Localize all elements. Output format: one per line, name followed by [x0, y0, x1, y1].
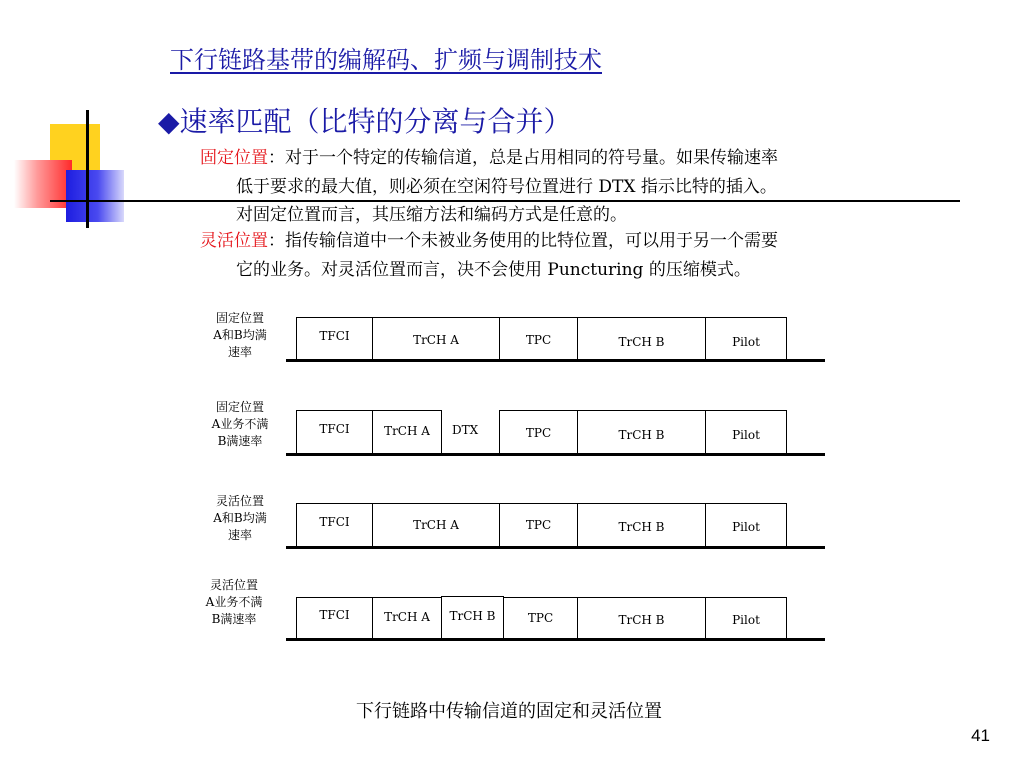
- row1-label-line3: 速率: [227, 345, 252, 359]
- flexible-definition-line2: 它的业务。对灵活位置而言，决不会使用 Puncturing 的压缩模式。: [236, 260, 751, 280]
- row4-label-line2: A业务不满: [205, 595, 263, 609]
- row1-pilot-field: Pilot: [705, 317, 787, 360]
- row4-label-line3: B满速率: [211, 612, 257, 626]
- row3-label: [200, 493, 280, 544]
- row3-trch-a-field: TrCH A: [372, 503, 500, 547]
- row1-tpc-field: TPC: [499, 317, 578, 360]
- row4-pilot-field: Pilot: [705, 597, 787, 640]
- row4-label: [194, 577, 274, 628]
- row3-label-line3: 速率: [227, 528, 252, 542]
- row2-label-line1: 固定位置: [215, 400, 264, 414]
- row3-tfci-field: TFCI: [296, 503, 373, 547]
- row2-trch-b-field: TrCH B: [577, 410, 706, 454]
- row1-label-line1: 固定位置: [215, 311, 264, 325]
- row4-baseline: [286, 638, 825, 641]
- row2-baseline: [286, 453, 825, 456]
- row3-trch-b-field: TrCH B: [577, 503, 706, 547]
- page-number: 41: [971, 726, 990, 745]
- row2-label: [200, 399, 280, 450]
- row4-tfci-field: TFCI: [296, 597, 373, 640]
- row1-label: [200, 310, 280, 361]
- row3-baseline: [286, 546, 825, 549]
- row2-tfci-field: TFCI: [296, 410, 373, 454]
- fixed-definition-line2: 低于要求的最大值，则必须在空闲符号位置进行 DTX 指示比特的插入。: [236, 177, 777, 197]
- row4-label-line1: 灵活位置: [209, 578, 258, 592]
- row3-tpc-field: TPC: [499, 503, 578, 547]
- slide-title: 下行链路基带的编解码、扩频与调制技术: [170, 46, 602, 74]
- logo-vertical-line: [86, 110, 89, 228]
- row1-baseline: [286, 359, 825, 362]
- fixed-text-1: ：对于一个特定的传输信道，总是占用相同的符号量。如果传输速率: [268, 148, 778, 168]
- row2-dtx-label: DTX: [452, 423, 479, 437]
- row1-label-line2: A和B均满: [213, 328, 267, 342]
- row2-label-line3: B满速率: [217, 434, 263, 448]
- section-heading: ◆速率匹配（比特的分离与合并）: [158, 105, 572, 138]
- figure-caption: 下行链路中传输信道的固定和灵活位置: [356, 701, 662, 722]
- row4-trch-b-field: TrCH B: [577, 597, 706, 640]
- row4-trch-a-field: TrCH A: [372, 597, 442, 640]
- logo-blue-block: [66, 170, 124, 222]
- fixed-definition-line1: [200, 144, 778, 173]
- row4-tpc-field: TPC: [503, 597, 578, 640]
- flexible-text-1: ：指传输信道中一个未被业务使用的比特位置，可以用于另一个需要: [268, 231, 778, 251]
- row4-trch-b-extra-field: TrCH B: [441, 596, 504, 640]
- row2-label-line2: A业务不满: [211, 417, 269, 431]
- row2-tpc-field: TPC: [499, 410, 578, 454]
- flexible-term: 灵活位置: [200, 231, 268, 251]
- flexible-definition-line1: [200, 227, 778, 256]
- row3-label-line2: A和B均满: [213, 511, 267, 525]
- row1-trch-b-field: TrCH B: [577, 317, 706, 360]
- fixed-term: 固定位置: [200, 148, 268, 168]
- row1-trch-a-field: TrCH A: [372, 317, 500, 360]
- row3-pilot-field: Pilot: [705, 503, 787, 547]
- row2-pilot-field: Pilot: [705, 410, 787, 454]
- row3-label-line1: 灵活位置: [215, 494, 264, 508]
- fixed-definition-line3: 对固定位置而言，其压缩方法和编码方式是任意的。: [236, 205, 627, 225]
- row2-trch-a-field: TrCH A: [372, 410, 442, 454]
- row1-tfci-field: TFCI: [296, 317, 373, 360]
